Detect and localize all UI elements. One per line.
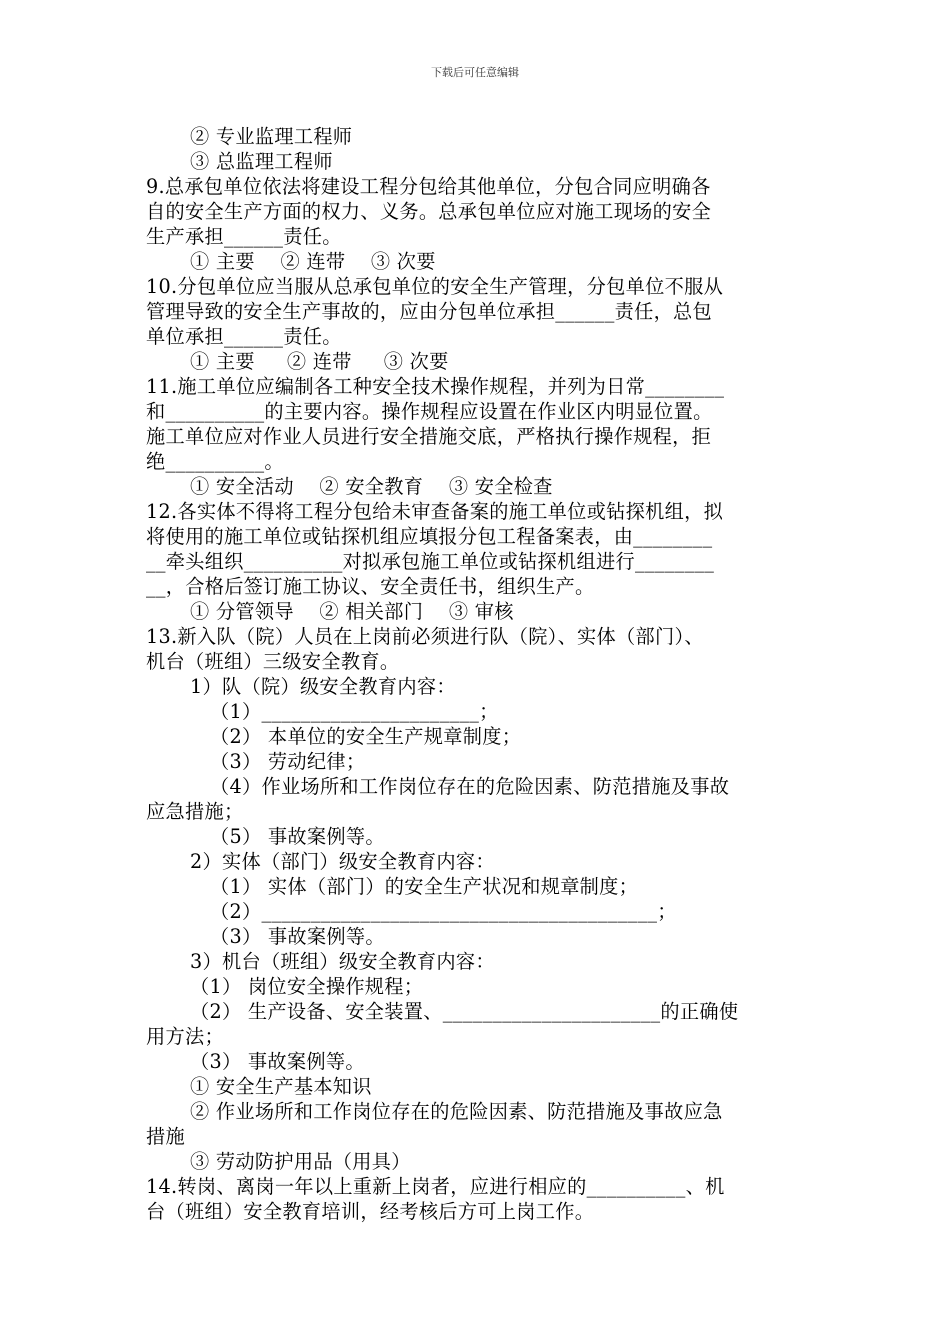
text-line: 和__________的主要内容。操作规程应设置在作业区内明显位置。: [146, 400, 713, 423]
list-item: （4）作业场所和工作岗位存在的危险因素、防范措施及事故: [210, 775, 730, 798]
question-11: 11.施工单位应编制各工种安全技术操作规程，并列为日常________: [146, 375, 725, 398]
text-line: ③ 总监理工程师: [190, 150, 333, 173]
page-header: 下载后可任意编辑: [431, 66, 519, 79]
text-line: 绝__________。: [146, 450, 284, 473]
text-line: __，合格后签订施工协议、安全责任书，组织生产。: [146, 575, 595, 598]
subheading: 1）队（院）级安全教育内容：: [190, 675, 456, 698]
question-14: 14.转岗、离岗一年以上重新上岗者，应进行相应的__________、机: [146, 1175, 725, 1198]
options-line: ① 主要 ② 连带 ③ 次要: [190, 350, 449, 373]
question-9: 9.总承包单位依法将建设工程分包给其他单位，分包合同应明确各: [146, 175, 711, 198]
list-item: （1） 岗位安全操作规程；: [190, 975, 424, 998]
list-item: （1）______________________；: [210, 700, 499, 723]
options-line: ① 主要 ② 连带 ③ 次要: [190, 250, 436, 273]
list-item: （2） 本单位的安全生产规章制度；: [210, 725, 522, 748]
subheading: 3）机台（班组）级安全教育内容：: [190, 950, 495, 973]
list-item: （2）________________________________________；: [210, 900, 677, 923]
text-line: 机台（班组）三级安全教育。: [146, 650, 400, 673]
text-line: 用方法；: [146, 1025, 224, 1048]
question-10: 10.分包单位应当服从总承包单位的安全生产管理，分包单位不服从: [146, 275, 724, 298]
option-item: ① 安全生产基本知识: [190, 1075, 372, 1098]
list-item: （3） 劳动纪律；: [210, 750, 366, 773]
text-line: 应急措施；: [146, 800, 244, 823]
subheading: 2）实体（部门）级安全教育内容：: [190, 850, 495, 873]
text-line: 生产承担______责任。: [146, 225, 342, 248]
option-item: ③ 劳动防护用品（用具）: [190, 1150, 411, 1173]
text-line: 台（班组）安全教育培训，经考核后方可上岗工作。: [146, 1200, 595, 1223]
option-item: ② 作业场所和工作岗位存在的危险因素、防范措施及事故应急: [190, 1100, 723, 1123]
text-line: 措施: [146, 1125, 185, 1148]
text-line: 自的安全生产方面的权力、义务。总承包单位应对施工现场的安全: [146, 200, 712, 223]
options-line: ① 安全活动 ② 安全教育 ③ 安全检查: [190, 475, 553, 498]
question-12: 12.各实体不得将工程分包给未审查备案的施工单位或钻探机组，拟: [146, 500, 724, 523]
list-item: （2） 生产设备、安全装置、______________________的正确使: [190, 1000, 739, 1023]
text-line: __牵头组织__________对拟承包施工单位或钻探机组进行________: [146, 550, 715, 573]
list-item: （1） 实体（部门）的安全生产状况和规章制度；: [210, 875, 639, 898]
text-line: 管理导致的安全生产事故的，应由分包单位承担______责任，总包: [146, 300, 713, 323]
list-item: （5） 事故案例等。: [210, 825, 385, 848]
options-line: ① 分管领导 ② 相关部门 ③ 审核: [190, 600, 514, 623]
text-line: 施工单位应对作业人员进行安全措施交底，严格执行操作规程，拒: [146, 425, 712, 448]
question-13: 13.新入队（院）人员在上岗前必须进行队（院）、实体（部门）、: [146, 625, 704, 648]
list-item: （3） 事故案例等。: [210, 925, 385, 948]
text-line: ② 专业监理工程师: [190, 125, 353, 148]
text-line: 单位承担______责任。: [146, 325, 342, 348]
text-line: 将使用的施工单位或钻探机组应填报分包工程备案表，由________: [146, 525, 713, 548]
list-item: （3） 事故案例等。: [190, 1050, 365, 1073]
